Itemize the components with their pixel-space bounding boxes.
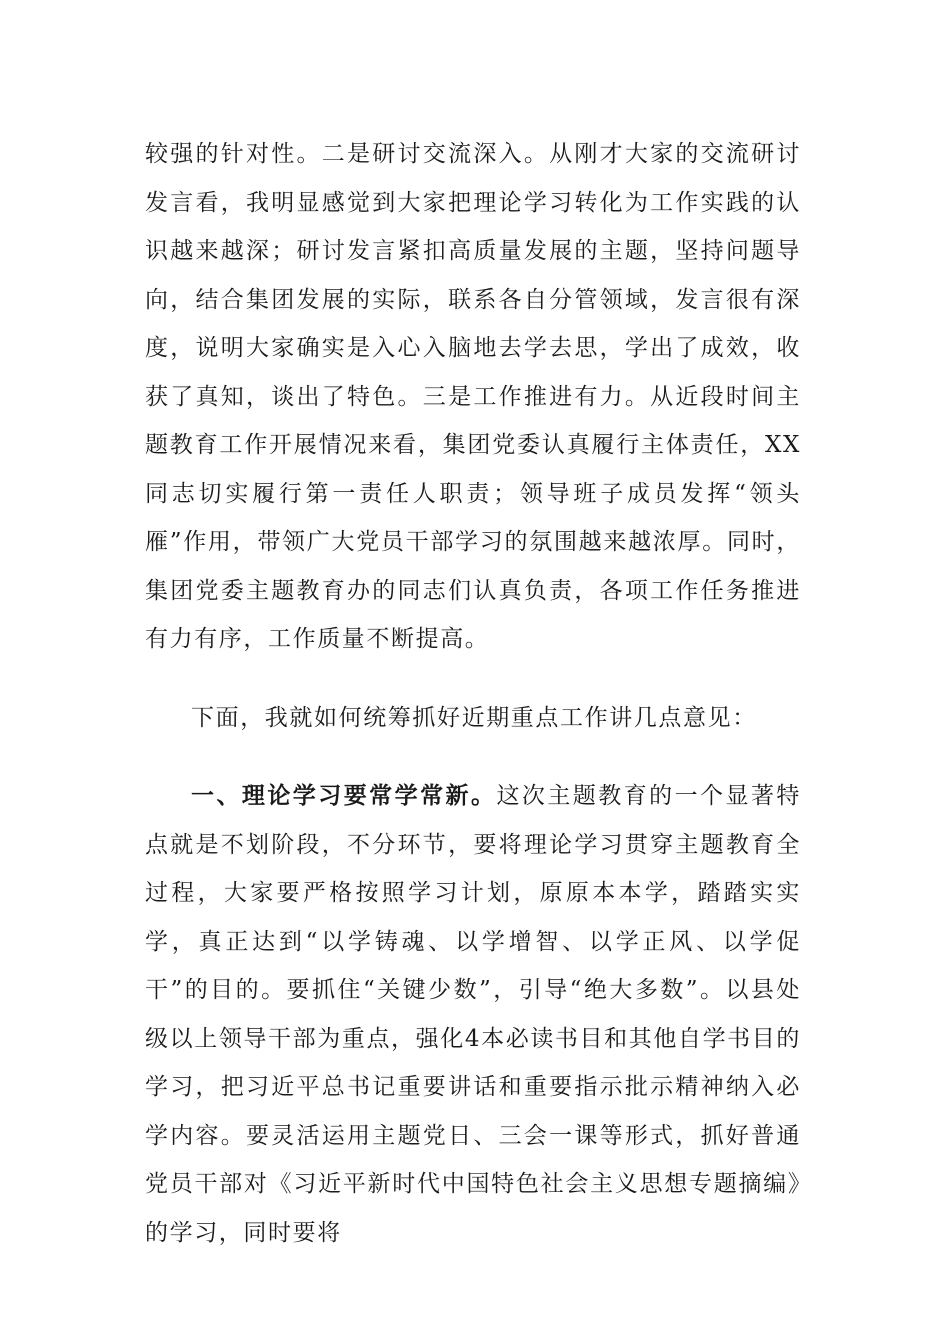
section-heading: 一、理论学习要常学常新。	[191, 782, 497, 809]
paragraph-intro	[145, 694, 801, 743]
paragraph-text: 下面，我就如何统筹抓好近期重点工作讲几点意见：	[191, 704, 757, 731]
paragraph-text: 这次主题教育的一个显著特点就是不划阶段，不分环节，要将理论学习贯穿主题教育全过程，大家要严格按照学习计划，原原本本学，踏踏实实学，真正达到“以学铸魂、以学增智、以学正风、以学促干”的目的。要抓住“关键少数”，引导“绝大多数”。以县处级以上领导干部为重点，强化4本必读书目和其他自学书目的学习，把习近平总书记重要讲话和重要指示批示精神纳入必学内容。要灵活运用主题党日、三会一课等形式，抓好普通党员干部对《习近平新时代中国特色社会主义思想专题摘编》的学习，同时要将	[145, 783, 802, 1246]
paragraph-text: 较强的针对性。二是研讨交流深入。从刚才大家的交流研讨发言看，我明显感觉到大家把理论学习转化为工作实践的认识越来越深；研讨发言紧扣高质量发展的主题，坚持问题导向，结合集团发展的实际，联系各自分管领域，发言很有深度，说明大家确实是入心入脑地去学去思，学出了成效，收获了真知，谈出了特色。三是工作推进有力。从近段时间主题教育工作开展情况来看，集团党委认真履行主体责任，XX同志切实履行第一责任人职责；领导班子成员发挥“领头雁”作用，带领广大党员干部学习的氛围越来越浓厚。同时，集团党委主题教育办的同志们认真负责，各项工作任务推进有力有序，工作质量不断提高。	[145, 141, 801, 652]
paragraph-spacer	[145, 742, 801, 772]
paragraph-continuation	[145, 130, 801, 664]
paragraph-spacer	[145, 664, 801, 694]
paragraph-section-one	[145, 772, 801, 1257]
document-body	[145, 130, 801, 1257]
